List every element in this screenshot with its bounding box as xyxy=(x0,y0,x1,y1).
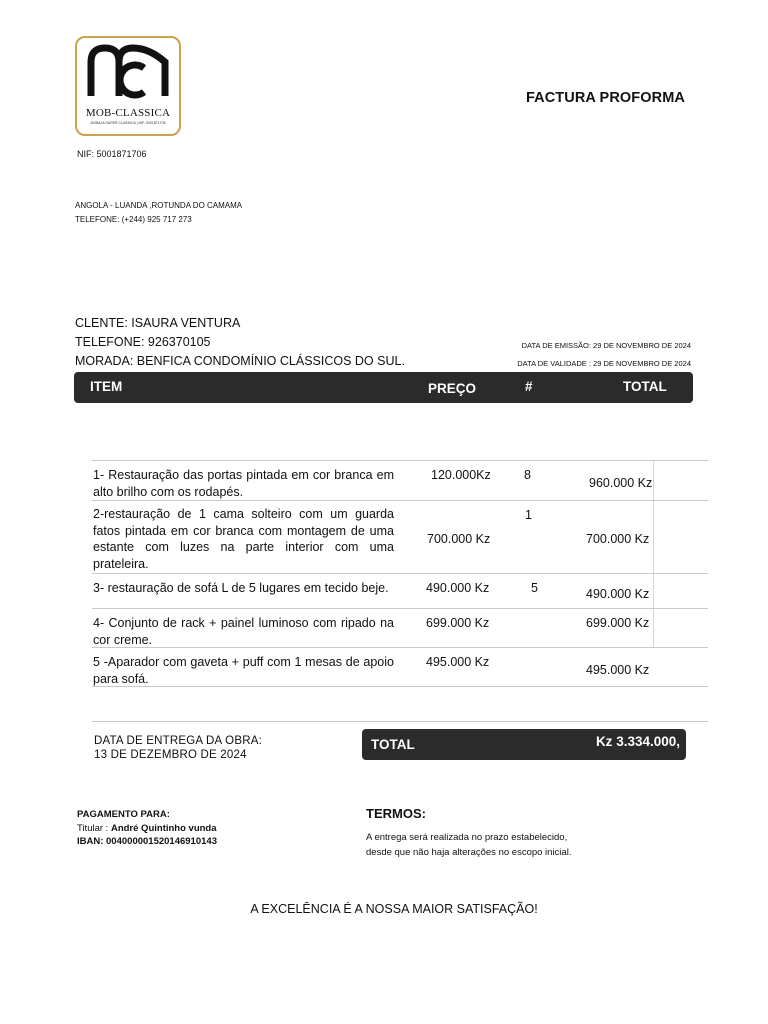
column-divider xyxy=(653,461,654,500)
row-price: 700.000 Kz xyxy=(427,532,491,546)
row-total: 495.000 Kz xyxy=(586,663,650,677)
delivery-date: 13 DE DEZEMBRO DE 2024 xyxy=(94,749,247,761)
document-dates xyxy=(470,337,691,373)
footer-motto: A EXCELÊNCIA É A NOSSA MAIOR SATISFAÇÃO! xyxy=(250,902,538,916)
row-qty: 5 xyxy=(531,581,538,595)
row-description: 5 -Aparador com gaveta + puff com 1 mesas de apoio para sofá. xyxy=(93,655,394,686)
company-address: ANGOLA - LUANDA ,ROTUNDA DO CAMAMA xyxy=(75,201,243,210)
issue-date: DATA DE EMISSÃO: 29 DE NOVEMBRO DE 2024 xyxy=(521,341,691,350)
logo-brand-name: MOB-CLASSICA xyxy=(85,107,171,119)
row-description: 2-restauração de 1 cama solteiro com um guarda fatos pintada em cor branca com montagem de uma estante com luzes na parte interior com uma prateleira. xyxy=(93,507,394,571)
row-price: 495.000 Kz xyxy=(426,655,490,669)
header-price: PREÇO xyxy=(428,381,477,396)
company-logo xyxy=(75,36,181,136)
client-phone: TELEFONE: 926370105 xyxy=(75,335,211,349)
client-info xyxy=(75,314,405,371)
row-total: 960.000 Kz xyxy=(589,476,653,490)
row-price: 699.000 Kz xyxy=(426,616,490,630)
document-title: FACTURA PROFORMA xyxy=(526,90,685,106)
row-total: 699.000 Kz xyxy=(586,616,650,630)
table-header xyxy=(74,372,693,403)
terms-line-2: desde que não haja alterações no escopo inicial. xyxy=(366,847,572,858)
company-contact xyxy=(75,199,242,226)
grand-total-value: Kz 3.334.000, xyxy=(595,734,680,749)
header-qty: # xyxy=(525,379,533,394)
row-total: 700.000 Kz xyxy=(586,532,650,546)
row-price: 490.000 Kz xyxy=(426,581,490,595)
payment-holder xyxy=(77,822,217,836)
payment-title: PAGAMENTO PARA: xyxy=(77,809,170,820)
terms-text xyxy=(366,830,626,860)
delivery-label: DATA DE ENTREGA DA OBRA: xyxy=(94,735,262,747)
column-divider xyxy=(653,609,654,647)
logo-tagline: MOBILIA SUPER CLASSICA | NIF: 5001871706 xyxy=(90,121,166,125)
row-description: 1- Restauração das portas pintada em cor branca em alto brilho com os rodapés. xyxy=(93,468,394,499)
company-nif: NIF: 5001871706 xyxy=(77,149,147,159)
client-address: MORADA: BENFICA CONDOMÍNIO CLÁSSICOS DO SUL. xyxy=(75,354,405,368)
items-table xyxy=(92,460,708,687)
terms-line-1: A entrega será realizada no prazo estabelecido, xyxy=(366,832,568,843)
holder-name: André Quintinho vunda xyxy=(110,822,217,834)
column-divider xyxy=(653,501,654,573)
row-price: 120.000Kz xyxy=(431,468,491,482)
table-row xyxy=(92,647,708,687)
holder-label: Titular : xyxy=(77,822,111,834)
company-phone: TELEFONE: (+244) 925 717 273 xyxy=(75,214,192,224)
client-name: CLENTE: ISAURA VENTURA xyxy=(75,316,241,330)
header-item: ITEM xyxy=(90,379,123,394)
column-divider xyxy=(653,574,654,608)
row-description: 4- Conjunto de rack + painel luminoso com ripado na cor creme. xyxy=(93,616,394,647)
terms-title: TERMOS: xyxy=(366,806,426,821)
payment-info xyxy=(77,808,217,849)
validity-date: DATA DE VALIDADE : 29 DE NOVEMBRO DE 2024 xyxy=(517,359,691,368)
grand-total-label: TOTAL xyxy=(371,737,415,752)
row-qty: 1 xyxy=(525,508,532,522)
row-qty: 8 xyxy=(524,468,531,482)
delivery-date-block xyxy=(94,734,262,762)
table-row xyxy=(92,460,708,500)
header-total: TOTAL xyxy=(623,379,667,394)
table-row xyxy=(92,573,708,608)
table-row xyxy=(92,500,708,573)
row-description: 3- restauração de sofá L de 5 lugares em tecido beje. xyxy=(93,581,389,595)
table-row xyxy=(92,608,708,647)
row-total: 490.000 Kz xyxy=(586,587,650,601)
payment-iban: IBAN: 004000001520146910143 xyxy=(77,836,217,847)
divider-line xyxy=(92,721,708,722)
grand-total-bar xyxy=(362,729,686,760)
